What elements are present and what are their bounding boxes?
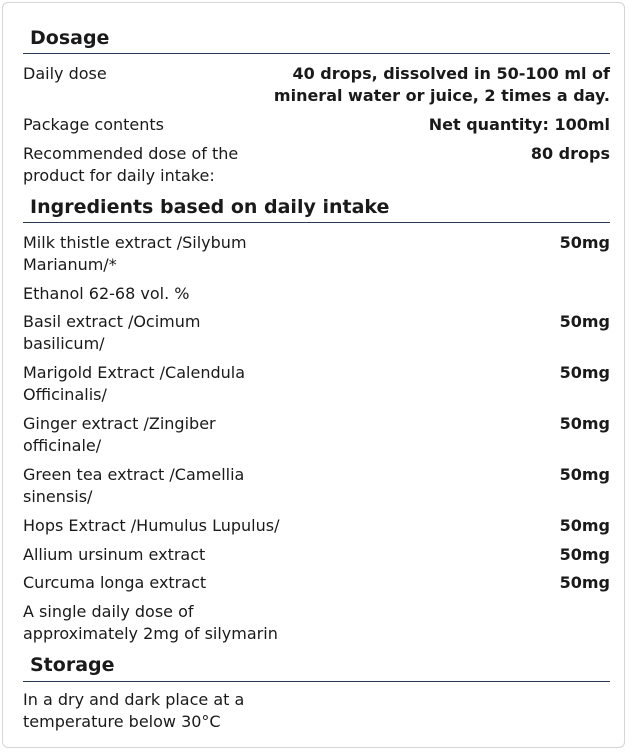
ingredient-name: Hops Extract /Humulus Lupulus/ xyxy=(23,516,280,535)
ingredient-amount: 50mg xyxy=(559,545,610,564)
ingredient-row xyxy=(23,311,610,355)
ingredient-amount: 50mg xyxy=(559,573,610,592)
ingredient-row xyxy=(23,464,610,508)
dosage-value: Net quantity: 100ml xyxy=(428,115,610,134)
section-header-storage xyxy=(23,651,610,682)
ingredient-amount: 50mg xyxy=(559,516,610,535)
dosage-value: 40 drops, dissolved in 50-100 ml of mineral water or juice, 2 times a day. xyxy=(273,64,610,105)
ingredient-name: Curcuma longa extract xyxy=(23,573,207,592)
ingredient-amount: 50mg xyxy=(559,414,610,433)
ingredient-name: Allium ursinum extract xyxy=(23,545,206,564)
dosage-value: 80 drops xyxy=(530,144,610,163)
ingredient-name: Ginger extract /Zingiber officinale/ xyxy=(23,414,216,455)
ingredient-row xyxy=(23,601,610,645)
ingredient-row xyxy=(23,572,610,594)
ingredient-row xyxy=(23,362,610,406)
product-info-card xyxy=(2,2,625,748)
ingredient-row xyxy=(23,413,610,457)
ingredient-row xyxy=(23,544,610,566)
ingredient-amount: 50mg xyxy=(559,465,610,484)
dosage-label: Package contents xyxy=(23,115,164,134)
ingredient-row xyxy=(23,232,610,276)
storage-text: In a dry and dark place at a temperature below 30°C xyxy=(23,690,245,731)
ingredient-row xyxy=(23,283,610,305)
ingredient-name: Marigold Extract /Calendula Officinalis/ xyxy=(23,363,245,404)
section-header-ingredients xyxy=(23,193,610,223)
ingredient-amount: 50mg xyxy=(559,233,610,252)
dosage-label: Recommended dose of the product for daily intake: xyxy=(23,144,239,185)
dosage-row-package-contents xyxy=(23,114,610,136)
section-header-dosage xyxy=(23,24,610,54)
dosage-row-recommended-dose xyxy=(23,143,610,187)
ingredient-amount: 50mg xyxy=(559,312,610,331)
ingredient-name: Ethanol 62-68 vol. % xyxy=(23,284,190,303)
section-title-storage: Storage xyxy=(30,654,115,676)
section-title-dosage: Dosage xyxy=(30,27,110,49)
ingredient-name: Milk thistle extract /Silybum Marianum/* xyxy=(23,233,247,274)
section-title-ingredients: Ingredients based on daily intake xyxy=(30,196,390,218)
ingredient-name: A single daily dose of approximately 2mg of silymarin xyxy=(23,602,278,643)
ingredient-name: Basil extract /Ocimum basilicum/ xyxy=(23,312,201,353)
ingredient-row xyxy=(23,515,610,537)
ingredient-amount: 50mg xyxy=(559,363,610,382)
dosage-row-daily-dose xyxy=(23,63,610,107)
dosage-label: Daily dose xyxy=(23,64,107,83)
ingredient-name: Green tea extract /Camellia sinensis/ xyxy=(23,465,245,506)
